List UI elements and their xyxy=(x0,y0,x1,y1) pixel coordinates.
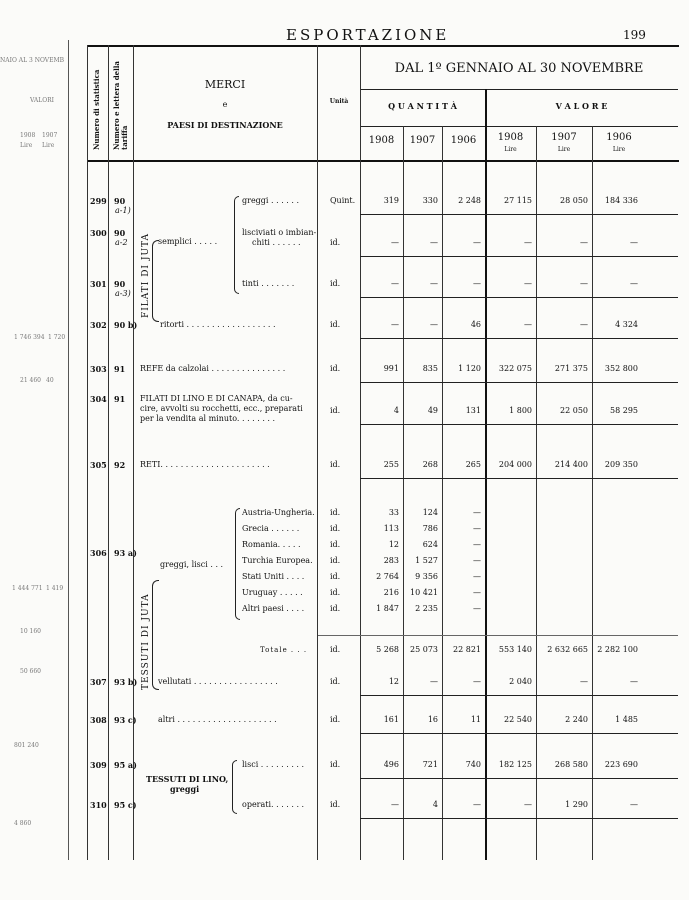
row-stat: 304 xyxy=(90,394,107,404)
country-name: Altri paesi . . . . xyxy=(242,604,305,613)
cell-q1906: — xyxy=(473,800,481,809)
year-v-1908: 1908 xyxy=(497,132,524,143)
cell-q1907: 10 421 xyxy=(410,588,438,597)
year-q-1906: 1906 xyxy=(450,135,477,146)
cell-v1907: 28 050 xyxy=(560,196,588,205)
cell-q1907: 16 xyxy=(427,715,438,724)
cell-q1907: — xyxy=(430,320,438,329)
row-unit: id. xyxy=(330,364,341,373)
row-unit: id. xyxy=(330,406,341,415)
row-stat: 310 xyxy=(90,800,107,810)
year-v-1906: 1906 xyxy=(606,132,632,143)
cell-q1906: — xyxy=(473,238,481,247)
cell-v1907: — xyxy=(580,279,588,288)
group-tessuti-lino: TESSUTI DI LINO, xyxy=(146,774,229,784)
cell-q1908: 4 xyxy=(393,406,399,415)
row-stat: 307 xyxy=(90,677,107,687)
cell-q1908: 1 847 xyxy=(376,604,399,613)
col-rule xyxy=(442,126,443,860)
cell-q1908: 991 xyxy=(383,364,399,373)
row-unit: id. xyxy=(330,238,341,247)
margin-fragment: 1907 xyxy=(42,132,58,139)
country-unit: id. xyxy=(330,588,341,597)
country-unit: id. xyxy=(330,540,341,549)
row-rule xyxy=(360,297,678,298)
cell-v1907: 268 580 xyxy=(554,760,588,769)
cell-v1906: — xyxy=(630,800,638,809)
margin-fragment: Lire xyxy=(20,142,33,149)
row-tariff: 90 b) xyxy=(114,320,138,330)
row-stat: 301 xyxy=(90,279,107,289)
cell-q1907: 835 xyxy=(422,364,438,373)
cell-v1908: 22 540 xyxy=(504,715,532,724)
cell-q1908: 283 xyxy=(383,556,399,565)
merci-header: MERCI xyxy=(204,78,246,91)
cell-v1908: — xyxy=(524,320,532,329)
row-tariff: 93 b) xyxy=(114,677,138,687)
cell-q1907: — xyxy=(430,279,438,288)
row-stat: 303 xyxy=(90,364,107,374)
brace xyxy=(234,196,239,294)
cell-v1906: 352 800 xyxy=(604,364,638,373)
cell-q1906: — xyxy=(473,604,481,613)
row-rule xyxy=(360,214,678,215)
cell-q1907: 330 xyxy=(422,196,438,205)
cell-v1907: 214 400 xyxy=(554,460,588,469)
cell-q1908: 161 xyxy=(383,715,399,724)
table-left-rule xyxy=(87,45,88,860)
row-label: greggi . . . . . . xyxy=(242,196,299,205)
row-unit: id. xyxy=(330,715,341,724)
row-label-cont: chiti . . . . . . xyxy=(252,238,301,247)
country-unit: id. xyxy=(330,508,341,517)
total-q1908: 5 268 xyxy=(376,645,399,654)
cell-q1906: — xyxy=(473,540,481,549)
cell-v1908: — xyxy=(524,279,532,288)
row306-stat: 306 xyxy=(90,548,107,558)
country-name: Uruguay . . . . . xyxy=(242,588,303,597)
row-unit: id. xyxy=(330,760,341,769)
row-label: altri . . . . . . . . . . . . . . . . . . . . xyxy=(158,715,277,724)
year-q-1908: 1908 xyxy=(368,135,395,146)
row-unit: id. xyxy=(330,800,341,809)
total-v1907: 2 632 665 xyxy=(547,645,588,654)
row-stat: 305 xyxy=(90,460,107,470)
col-tariff-header: Numero e lettera della tariffa xyxy=(112,61,129,150)
row-rule xyxy=(360,818,678,819)
cell-v1907: 271 375 xyxy=(554,364,588,373)
margin-fragment: 1 746 394 xyxy=(14,334,45,341)
group-filati-juta: FILATI DI JUTA xyxy=(141,232,151,318)
row-unit: Quint. xyxy=(330,196,356,205)
cell-v1908: — xyxy=(524,238,532,247)
row-tariff: 91 xyxy=(114,364,126,374)
row-unit: id. xyxy=(330,460,341,469)
cell-q1907: 9 356 xyxy=(415,572,438,581)
valore-header: V A L O R E xyxy=(555,101,608,111)
total-q1907: 25 073 xyxy=(410,645,438,654)
cell-q1908: 216 xyxy=(383,588,399,597)
cell-v1908: 27 115 xyxy=(504,196,532,205)
cell-q1906: — xyxy=(473,508,481,517)
cell-q1907: 2 235 xyxy=(415,604,438,613)
row-unit: id. xyxy=(330,677,341,686)
row-tariff: 90 xyxy=(114,196,126,206)
cell-v1908: 1 800 xyxy=(509,406,532,415)
merci-header-e: e xyxy=(222,100,228,109)
lire-label: Lire xyxy=(504,146,517,153)
cell-q1907: 721 xyxy=(422,760,438,769)
cell-v1908: — xyxy=(524,800,532,809)
country-name: Turchia Europea. xyxy=(242,556,313,565)
unita-header: Unità xyxy=(329,98,349,105)
cell-q1908: 12 xyxy=(388,540,399,549)
cell-q1906: — xyxy=(473,279,481,288)
cell-q1906: 131 xyxy=(465,406,481,415)
row-label: FILATI DI LINO E DI CANAPA, da cu- xyxy=(140,394,293,403)
row-rule xyxy=(360,256,678,257)
cell-q1908: 12 xyxy=(388,677,399,686)
lire-label: Lire xyxy=(557,146,571,153)
row-unit: id. xyxy=(330,320,341,329)
total-v1908: 553 140 xyxy=(498,645,532,654)
cell-q1908: — xyxy=(391,320,399,329)
row-stat: 302 xyxy=(90,320,107,330)
row-rule xyxy=(360,733,678,734)
row-rule xyxy=(360,478,678,479)
row-tariff: 90 xyxy=(114,279,126,289)
cell-q1908: 496 xyxy=(383,760,399,769)
total-rule xyxy=(318,635,678,636)
cell-v1906: 223 690 xyxy=(604,760,638,769)
row-tariff: 95 c) xyxy=(114,800,137,810)
row-tariff-letter: a-2 xyxy=(115,238,128,247)
margin-fragment: 1 444 771 xyxy=(12,585,43,592)
quantita-header: Q U A N T I T À xyxy=(388,101,457,111)
margin-fragment: 1 419 xyxy=(46,585,64,592)
row-label-cont: cire, avvolti su rocchetti, ecc., preparati xyxy=(140,404,303,413)
cell-v1906: 184 336 xyxy=(604,196,638,205)
cell-q1906: 1 120 xyxy=(458,364,481,373)
merci-header-paesi: PAESI DI DESTINAZIONE xyxy=(167,120,283,130)
col-stat-header: Numero di statistica xyxy=(92,69,101,150)
row-stat: 309 xyxy=(90,760,107,770)
country-unit: id. xyxy=(330,572,341,581)
cell-q1906: — xyxy=(473,524,481,533)
col-rule xyxy=(133,45,134,860)
col-rule xyxy=(592,126,593,860)
row-stat: 299 xyxy=(90,196,107,206)
margin-fragment: 4 860 xyxy=(14,820,32,827)
row-tariff: 95 a) xyxy=(114,760,137,770)
header-mid-rule xyxy=(360,89,678,90)
row-rule xyxy=(360,424,678,425)
col-rule xyxy=(108,45,109,860)
cell-q1906: — xyxy=(473,588,481,597)
header-top-rule xyxy=(87,45,679,47)
col-rule xyxy=(403,126,404,860)
margin-fragment: Lire xyxy=(42,142,55,149)
cell-q1908: 255 xyxy=(383,460,399,469)
cell-v1906: — xyxy=(630,238,638,247)
row-label: ritorti . . . . . . . . . . . . . . . . . . xyxy=(160,320,276,329)
cell-q1906: — xyxy=(473,572,481,581)
cell-q1908: — xyxy=(391,238,399,247)
country-unit: id. xyxy=(330,524,341,533)
page-number: 199 xyxy=(623,28,646,42)
cell-v1907: 2 240 xyxy=(565,715,588,724)
year-v-1907: 1907 xyxy=(551,132,577,143)
row-label-cont: per la vendita al minuto. . . . . . . . xyxy=(140,414,276,423)
cell-q1907: 268 xyxy=(422,460,438,469)
total-q1906: 22 821 xyxy=(453,645,481,654)
cell-v1908: 2 040 xyxy=(509,677,532,686)
cell-v1908: 182 125 xyxy=(498,760,532,769)
col-rule xyxy=(360,45,361,860)
cell-q1907: 124 xyxy=(422,508,438,517)
row-label: operati. . . . . . . xyxy=(242,800,305,809)
cell-q1908: 33 xyxy=(388,508,399,517)
row-tariff: 93 c) xyxy=(114,715,137,725)
cell-q1907: 1 527 xyxy=(415,556,438,565)
cell-q1906: 46 xyxy=(470,320,481,329)
row-tariff: 92 xyxy=(114,460,126,470)
cell-q1908: 2 764 xyxy=(376,572,399,581)
row-label: RETI. . . . . . . . . . . . . . . . . . . . . . xyxy=(140,460,270,469)
cell-q1908: — xyxy=(391,279,399,288)
cell-q1908: 319 xyxy=(383,196,399,205)
lire-label: Lire xyxy=(612,146,626,153)
period-header: DAL 1º GENNAIO AL 30 NOVEMBRE xyxy=(394,61,644,76)
cell-q1907: 786 xyxy=(422,524,438,533)
cell-v1907: — xyxy=(580,238,588,247)
row-label: lisci . . . . . . . . . xyxy=(242,760,305,769)
cell-v1907: — xyxy=(580,677,588,686)
cell-v1906: 1 485 xyxy=(615,715,638,724)
row306-tariff: 93 a) xyxy=(114,548,137,558)
row-rule xyxy=(360,695,678,696)
row-stat: 300 xyxy=(90,228,107,238)
cell-v1906: 209 350 xyxy=(604,460,638,469)
cell-q1906: — xyxy=(473,556,481,565)
cell-q1907: 49 xyxy=(427,406,438,415)
margin-fragment: VALORI xyxy=(30,97,55,104)
row-label: lisciviati o imbian- xyxy=(242,228,317,237)
margin-fragment: 1 720 xyxy=(48,334,66,341)
row-tariff-letter: a-3) xyxy=(115,289,131,298)
margin-fragment: 40 xyxy=(46,377,54,384)
cell-v1908: 322 075 xyxy=(498,364,532,373)
total-v1906: 2 282 100 xyxy=(597,645,638,654)
row-rule xyxy=(360,382,678,383)
cell-q1907: — xyxy=(430,677,438,686)
header-bottom-rule xyxy=(87,160,679,162)
row-stat: 308 xyxy=(90,715,107,725)
brace xyxy=(232,760,237,814)
cell-v1906: — xyxy=(630,677,638,686)
cell-q1906: — xyxy=(473,677,481,686)
running-title: ESPORTAZIONE xyxy=(286,26,450,44)
cell-q1907: 4 xyxy=(432,800,438,809)
margin-fragment: 801 240 xyxy=(14,742,39,749)
country-name: Grecia . . . . . . xyxy=(242,524,300,533)
cell-v1907: 1 290 xyxy=(565,800,588,809)
cell-q1907: — xyxy=(430,238,438,247)
brace xyxy=(152,240,159,322)
margin-fragment: 21 460 xyxy=(20,377,41,384)
header-years-rule xyxy=(360,126,678,127)
cell-v1906: 58 295 xyxy=(610,406,638,415)
year-q-1907: 1907 xyxy=(409,135,436,146)
cell-q1908: — xyxy=(391,800,399,809)
country-name: Stati Uniti . . . . xyxy=(242,572,305,581)
brace xyxy=(235,508,240,620)
margin-fragment: 10 160 xyxy=(20,628,41,635)
country-name: Romania. . . . . xyxy=(242,540,301,549)
country-unit: id. xyxy=(330,604,341,613)
group-tessuti-juta: TESSUTI DI JUTA xyxy=(141,593,151,690)
row-label: tinti . . . . . . . xyxy=(242,279,295,288)
cell-v1906: — xyxy=(630,279,638,288)
col-rule xyxy=(536,126,537,860)
cell-v1908: 204 000 xyxy=(498,460,532,469)
row-tariff-letter: a-1) xyxy=(115,206,131,215)
row-unit: id. xyxy=(330,279,341,288)
col-rule xyxy=(317,45,318,860)
cell-v1907: — xyxy=(580,320,588,329)
row-tariff: 90 xyxy=(114,228,126,238)
row-tariff: 91 xyxy=(114,394,126,404)
group-semplici: semplici . . . . . xyxy=(158,237,218,246)
country-name: Austria-Ungheria. xyxy=(242,508,315,517)
total-label: Totale . . . xyxy=(260,646,308,654)
margin-fragment: 1908 xyxy=(20,132,36,139)
group-greggi-lisci: greggi, lisci . . . xyxy=(160,560,224,569)
row-label: vellutati . . . . . . . . . . . . . . . . . xyxy=(158,677,278,686)
country-unit: id. xyxy=(330,556,341,565)
group-tessuti-lino-2: greggi xyxy=(170,784,200,794)
margin-rule xyxy=(68,40,69,860)
cell-q1908: 113 xyxy=(383,524,399,533)
row-rule xyxy=(360,338,678,339)
cell-v1907: 22 050 xyxy=(560,406,588,415)
cell-q1906: 11 xyxy=(470,715,481,724)
cell-q1906: 2 248 xyxy=(458,196,481,205)
cell-v1906: 4 324 xyxy=(615,320,638,329)
row-rule xyxy=(360,778,678,779)
cell-q1906: 265 xyxy=(465,460,481,469)
total-unit: id. xyxy=(330,645,341,654)
margin-fragment: NAIO AL 3 NOVEMB xyxy=(0,57,65,64)
cell-q1907: 624 xyxy=(422,540,438,549)
row-label: REFE da calzolai . . . . . . . . . . . . . . . xyxy=(140,364,286,373)
margin-fragment: 50 660 xyxy=(20,668,41,675)
brace xyxy=(152,580,159,690)
cell-q1906: 740 xyxy=(465,760,481,769)
